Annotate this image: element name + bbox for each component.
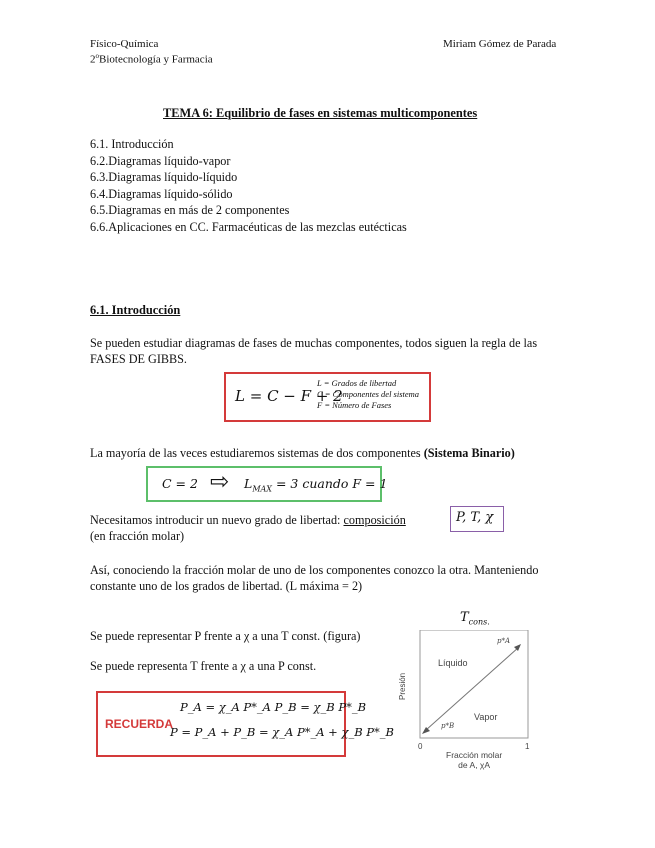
paragraph-gibbs-line1: Se pueden estudiar diagramas de fases de muchas componentes, todos siguen la regla de las [90, 336, 538, 350]
header-course-number: 2 [90, 53, 96, 66]
point-pb-label: p*B [441, 722, 455, 730]
toc-item: 6.4.Diagramas líquido-sólido [90, 186, 233, 201]
header-subject: Físico-Química [90, 38, 159, 50]
region-liquid-label: Líquido [438, 658, 468, 668]
header-author: Miriam Gómez de Parada [443, 38, 557, 50]
toc-item: 6.3.Diagramas líquido-líquido [90, 170, 238, 185]
toc-item: 6.2.Diagramas líquido-vapor [90, 153, 231, 168]
paragraph-composition-line2: (en fracción molar) [90, 529, 185, 543]
x-axis-label-line2: de A, χA [458, 760, 491, 770]
gibbs-legend-item: L = Grados de libertad [317, 378, 397, 388]
page-title: TEMA 6: Equilibrio de fases en sistemas multicomponentes [163, 106, 478, 120]
figure-title [460, 610, 490, 627]
paragraph-composition [90, 512, 406, 529]
gibbs-formula: L = C − F + 2 [235, 387, 343, 405]
header-course-name: Biotecnología y Farmacia [99, 53, 213, 66]
recuerda-label: RECUERDA [105, 717, 174, 731]
binary-freedom [244, 476, 387, 494]
binary-components: C = 2 [162, 476, 198, 491]
binary-system-box [146, 466, 388, 502]
toc-item: 6.5.Diagramas en más de 2 componentes [90, 203, 290, 218]
recuerda-box [96, 691, 394, 757]
gibbs-legend-item: C = Componentes del sistema [317, 389, 420, 399]
variables-box [450, 506, 504, 532]
x-axis-label [446, 750, 502, 770]
paragraph-binary-bold: (Sistema Binario) [423, 446, 515, 460]
variables-label: P, T, χ [456, 510, 494, 525]
point-pa-label: p*A [497, 637, 511, 645]
raoult-law-total: P = P_A + P_B = χ_A P*_A + χ_B P*_B [170, 725, 394, 739]
section-heading: 6.1. Introducción [90, 303, 181, 317]
implies-arrow-icon: ⇨ [210, 469, 230, 495]
gibbs-rule-box [224, 372, 431, 422]
paragraph-molar-line1: Así, conociendo la fracción molar de uno de los componentes conozco la otra. Manteniendo [90, 563, 539, 577]
paragraph-binary-text: La mayoría de las veces estudiaremos sistemas de dos componentes [90, 446, 424, 460]
x-axis-label-line1: Fracción molar [446, 750, 503, 760]
toc-item: 6.6.Aplicaciones en CC. Farmacéuticas de las mezclas eutécticas [90, 219, 407, 234]
y-axis-label: Presión [398, 672, 407, 700]
paragraph-composition-text: Necesitamos introducir un nuevo grado de libertad: [90, 513, 344, 527]
binary-freedom-symbol: L [244, 476, 253, 491]
paragraph-p-vs-chi: Se puede representar P frente a χ a una T const. (figura) [90, 629, 361, 643]
paragraph-binary [90, 445, 515, 462]
composition-term: composición [343, 513, 406, 527]
paragraph-t-vs-chi: Se puede representa T frente a χ a una P const. [90, 659, 317, 673]
header-course [90, 52, 213, 66]
paragraph-gibbs-line2: FASES DE GIBBS. [90, 352, 187, 366]
region-vapor-label: Vapor [474, 712, 498, 722]
x-tick-zero: 0 [418, 742, 423, 751]
raoult-law-individual: P_A = χ_A P*_A P_B = χ_B P*_B [180, 700, 367, 714]
figure-title-symbol: T [460, 610, 469, 625]
gibbs-legend [317, 378, 419, 411]
table-of-contents [90, 136, 407, 236]
paragraph-molar-line2: constante uno de los grados de libertad. (L máxima = 2) [90, 579, 363, 593]
x-tick-one: 1 [525, 742, 530, 751]
binary-freedom-rest: = 3 cuando F = 1 [271, 476, 388, 491]
binary-freedom-subscript: MAX [252, 484, 272, 494]
gibbs-legend-item: F = Número de Fases [317, 400, 392, 410]
header-course-ordinal: o [95, 52, 99, 60]
figure-title-subscript: cons. [468, 617, 490, 627]
toc-item: 6.1. Introducción [90, 137, 174, 151]
